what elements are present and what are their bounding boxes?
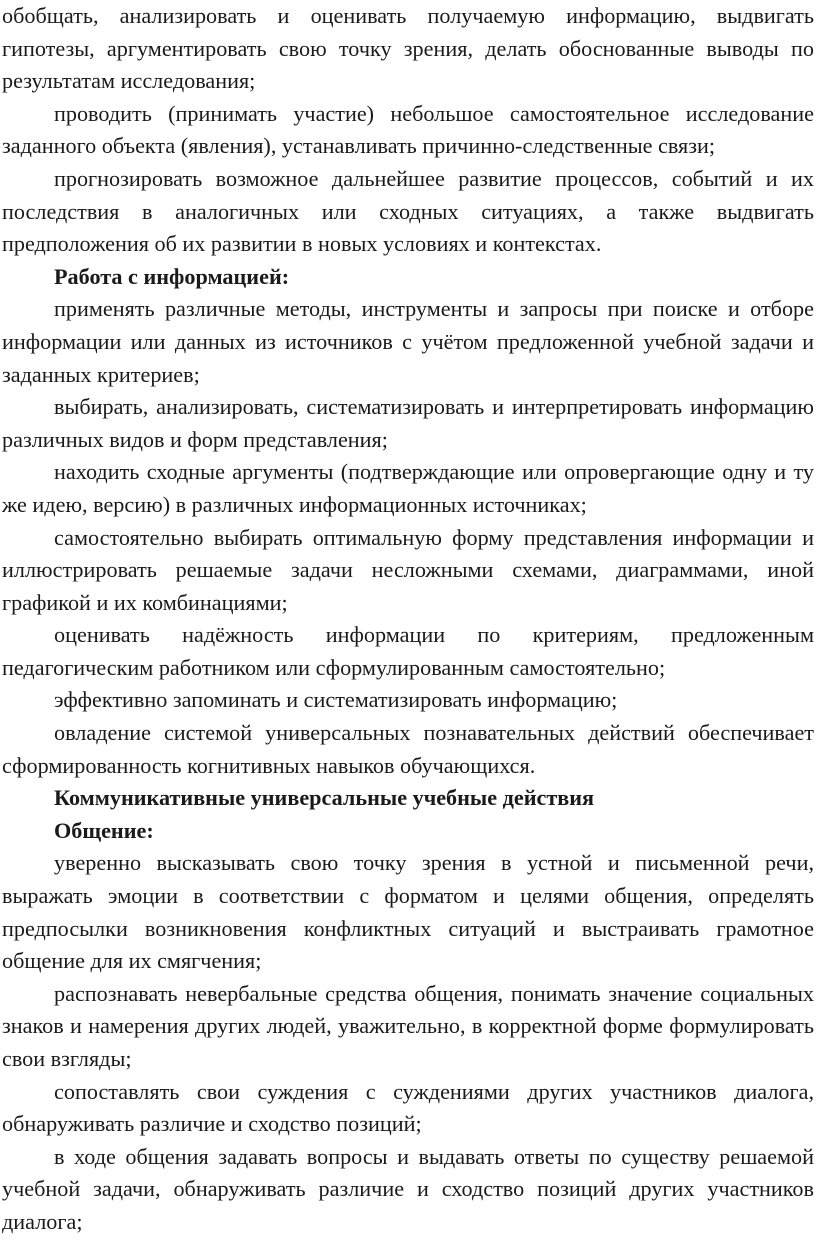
section-heading: Общение:	[54, 817, 154, 843]
paragraph: самостоятельно выбирать оптимальную форму представления информации и иллюстрировать решаемые задачи несложными схемами, диаграммами, иной графикой и их комбинациями;	[2, 524, 814, 615]
section-heading: Работа с информацией:	[54, 263, 290, 289]
paragraph: проводить (принимать участие) небольшое самостоятельное исследование заданного объекта (явления), устанавливать причинно-следственные связи;	[2, 100, 814, 159]
paragraph: оценивать надёжность информации по критериям, предложенным педагогическим работником или сформулированным самостоятельно;	[2, 622, 814, 680]
paragraph: обобщать, анализировать и оценивать получаемую информацию, выдвигать гипотезы, аргументировать свою точку зрения, делать обоснованные выводы по результатам исследования;	[2, 3, 814, 94]
paragraph: выбирать, анализировать, систематизировать и интерпретировать информацию различных видов и форм представления;	[2, 394, 814, 452]
paragraph: уверенно высказывать свою точку зрения в устной и письменной речи, выражать эмоции в соответствии с форматом и целями общения, определять предпосылки возникновения конфликтных ситуаций и выстраивать грамотное общение для их смягчения;	[2, 850, 814, 974]
paragraph: эффективно запоминать и систематизировать информацию;	[54, 687, 618, 713]
section-heading: Коммуникативные универсальные учебные действия	[54, 785, 595, 811]
paragraph: прогнозировать возможное дальнейшее развитие процессов, событий и их последствия в аналогичных или сходных ситуациях, а также выдвигать предположения об их развитии в новых условиях и контекстах.	[2, 165, 814, 257]
paragraph: находить сходные аргументы (подтверждающие или опровергающие одну и ту же идею, версию) в различных информационных источниках;	[2, 459, 814, 517]
paragraph: овладение системой универсальных познавательных действий обеспечивает сформированность когнитивных навыков обучающихся.	[2, 720, 814, 778]
paragraph: в ходе общения задавать вопросы и выдавать ответы по существу решаемой учебной задачи, обнаруживать различие и сходство позиций других участников диалога;	[2, 1143, 814, 1234]
paragraph: сопоставлять свои суждения с суждениями других участников диалога, обнаруживать различие и сходство позиций;	[2, 1078, 814, 1137]
paragraph: распознавать невербальные средства общения, понимать значение социальных знаков и намерения других людей, уважительно, в корректной форме формулировать свои взгляды;	[2, 980, 814, 1071]
paragraph: применять различные методы, инструменты и запросы при поиске и отборе информации или данных из источников с учётом предложенной учебной задачи и заданных критериев;	[2, 296, 814, 387]
